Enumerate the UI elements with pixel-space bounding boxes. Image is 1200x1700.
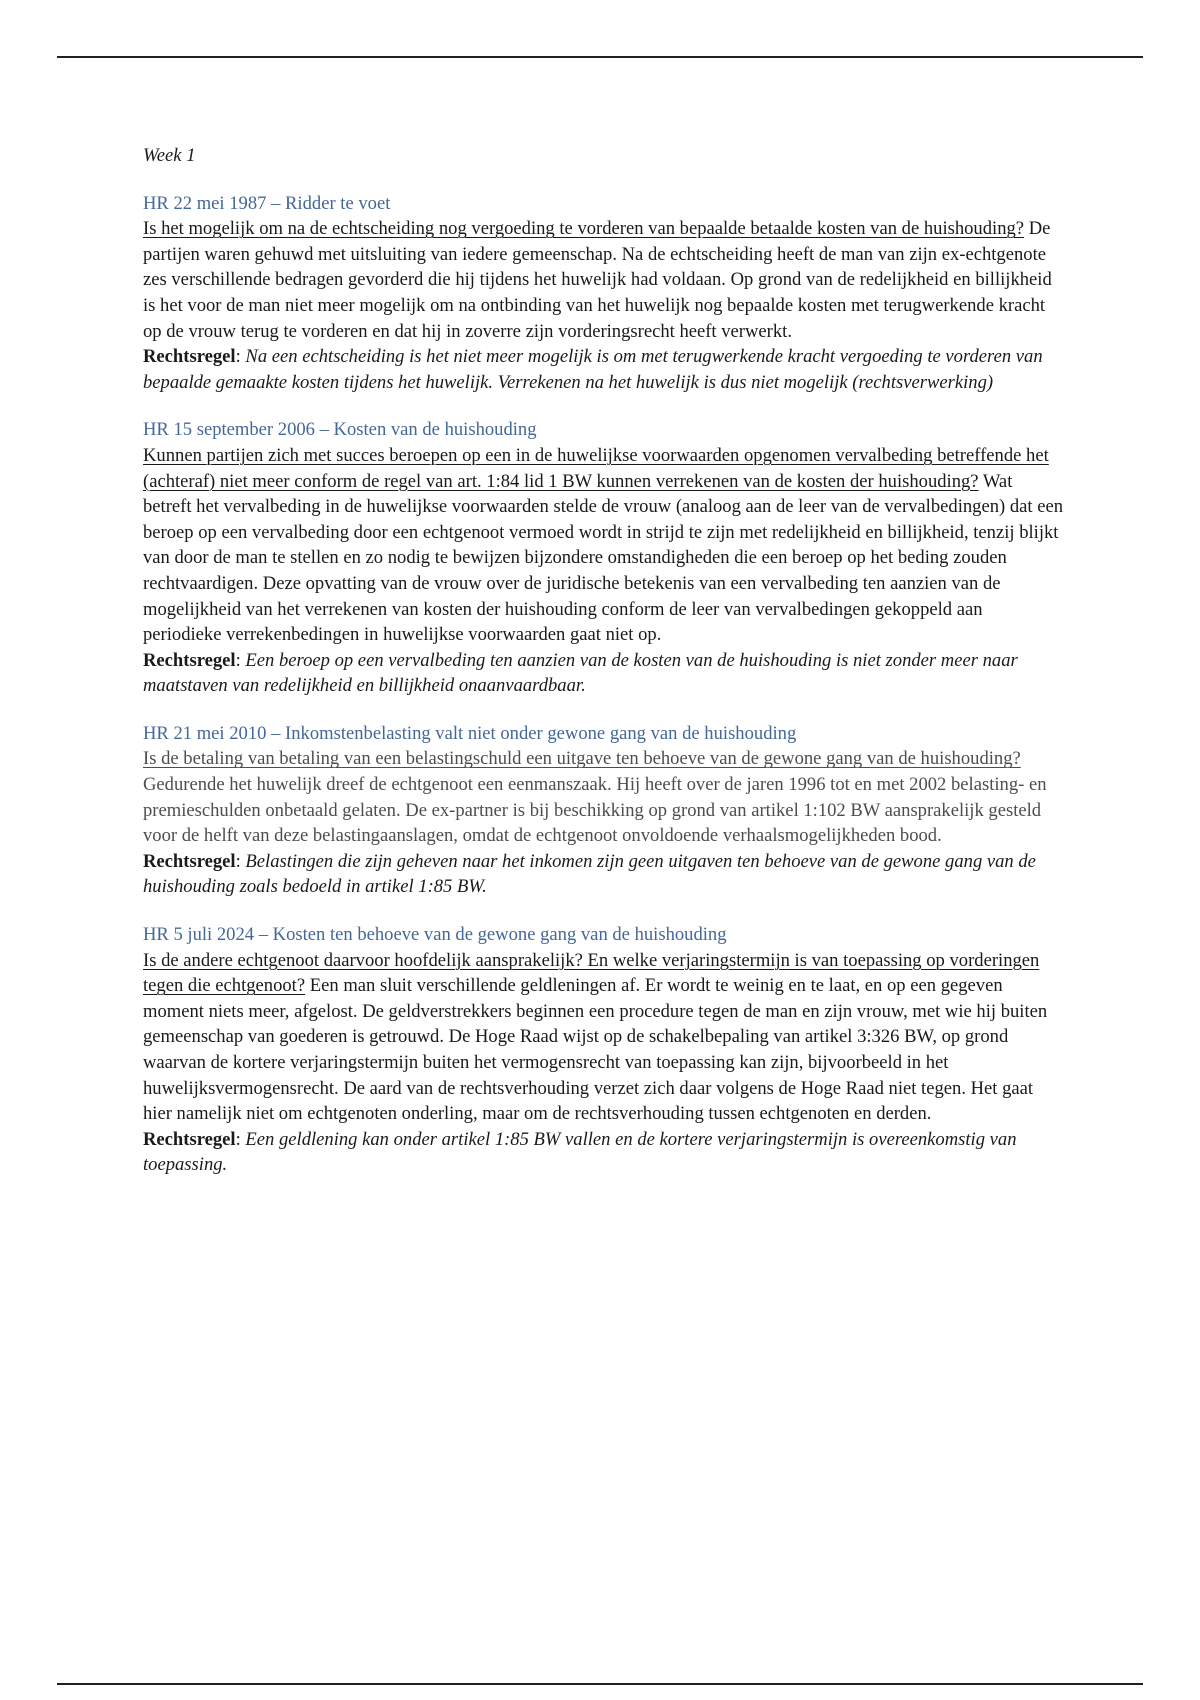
case-title: HR 5 juli 2024 – Kosten ten behoeve van de gewone gang van de huishouding <box>143 924 727 946</box>
rule-label: Rechtsregel <box>143 850 236 872</box>
case-facts: Een man sluit verschillende geldleningen af. Er wordt te weinig en te laat, en op een gegeven moment niets meer, afgelost. De geldverstrekkers beginnen een procedure tegen de man en zijn vrouw, met wie hij buiten gemeenschap van goederen is getrouwd. De Hoge Raad wijst op de schakelbepaling van artikel 3:326 BW, op grond waarvan de kortere verjaringstermijn buiten het vermogensrecht van toepassing kan zijn, bijvoorbeeld in het huwelijksvermogensrecht. De aard van de rechtsverhouding verzet zich daar volgens de Hoge Raad niet tegen. Het gaat hier namelijk niet om echtgenoten onderling, maar om de rechtsverhouding tussen echtgenoten en derden. <box>143 975 1048 1125</box>
rule-text: Een beroep op een vervalbeding ten aanzien van de kosten van de huishouding is niet zonder meer naar maatstaven van redelijkheid en billijkheid onaanvaardbaar. <box>143 649 1018 697</box>
rule-text: Na een echtscheiding is het niet meer mogelijk is om met terugwerkende kracht vergoeding te vorderen van bepaalde gemaakte kosten tijdens het huwelijk. Verrekenen na het huwelijk is dus niet mogelijk (rechtsverwerking) <box>143 346 1043 393</box>
case-title: HR 21 mei 2010 – Inkomstenbelasting valt niet onder gewone gang van de huishouding <box>143 722 797 744</box>
document-body <box>143 143 1063 1200</box>
header-rule <box>57 56 1143 58</box>
case-facts: Gedurende het huwelijk dreef de echtgenoot een eenmanszaak. Hij heeft over de jaren 1996 tot en met 2002 belasting- en premieschulden onbetaald gelaten. De ex-partner is bij beschikking op grond van artikel 1:102 BW aansprakelijk gesteld voor de helft van deze belastingaanslagen, omdat de echtgenoot onvoldoende verhaalsmogelijkheden bood. <box>143 774 1047 847</box>
rule-label: Rechtsregel <box>143 649 236 671</box>
case-question: Kunnen partijen zich met succes beroepen op een in de huwelijkse voorwaarden opgenomen vervalbeding betreffende het (achteraf) niet meer conform de regel van art. 1:84 lid 1 BW kunnen verrekenen van de kosten der huishouding? <box>143 444 1049 492</box>
case-facts: De partijen waren gehuwd met uitsluiting van iedere gemeenschap. Na de echtscheiding heeft de man van zijn ex-echtgenote zes verschillende bedragen gevorderd die hij tijdens het huwelijk had voldaan. Op grond van de redelijkheid en billijkheid is het voor de man niet meer mogelijk om na ontbinding van het huwelijk nog bepaalde kosten met terugwerkende kracht op de vrouw terug te vorderen en dat hij in zoverre zijn vorderingsrecht heeft verwerkt. <box>143 218 1052 342</box>
rule-label: Rechtsregel <box>143 1128 236 1150</box>
case-section <box>143 721 1063 900</box>
case-body: Is het mogelijk om na de echtscheiding nog vergoeding te vorderen van bepaalde betaalde kosten van de huishouding? De partijen waren gehuwd met uitsluiting van iedere gemeenschap. Na de echtscheiding heeft de man van zijn ex-echtgenote zes verschillende bedragen gevorderd die hij tijdens het huwelijk had voldaan. Op grond van de redelijkheid en billijkheid is het voor de man niet meer mogelijk om na ontbinding van het huwelijk nog bepaalde kosten met terugwerkende kracht op de vrouw terug te vorderen en dat hij in zoverre zijn vorderingsrecht heeft verwerkt. Rechtsregel: Na een echtscheiding is het niet meer mogelijk is om met terugwerkende kracht vergoeding te vorderen van bepaalde gemaakte kosten tijdens het huwelijk. Verrekenen na het huwelijk is dus niet mogelijk (rechtsverwerking) <box>143 218 1052 393</box>
rule-label: Rechtsregel <box>143 346 236 368</box>
case-body: Is de betaling van betaling van een belastingschuld een uitgave ten behoeve van de gewone gang van de huishouding? Gedurende het huwelijk dreef de echtgenoot een eenmanszaak. Hij heeft over de jaren 1996 tot en met 2002 belasting- en premieschulden onbetaald gelaten. De ex-partner is bij beschikking op grond van artikel 1:102 BW aansprakelijk gesteld voor de helft van deze belastingaanslagen, omdat de echtgenoot onvoldoende verhaalsmogelijkheden bood. Rechtsregel: Belastingen die zijn geheven naar het inkomen zijn geen uitgaven ten behoeve van de gewone gang van de huishouding zoals bedoeld in artikel 1:85 BW. <box>143 748 1047 898</box>
footer-rule <box>57 1683 1143 1685</box>
case-section <box>143 191 1063 396</box>
rule-text: Een geldlening kan onder artikel 1:85 BW vallen en de kortere verjaringstermijn is overeenkomstig van toepassing. <box>143 1128 1017 1176</box>
case-section <box>143 417 1063 699</box>
case-body: Kunnen partijen zich met succes beroepen op een in de huwelijkse voorwaarden opgenomen vervalbeding betreffende het (achteraf) niet meer conform de regel van art. 1:84 lid 1 BW kunnen verrekenen van de kosten der huishouding? Wat betreft het vervalbeding in de huwelijkse voorwaarden stelde de vrouw (analoog aan de leer van de vervalbedingen) dat een beroep op een vervalbeding door een echtgenoot vermoed wordt in strijd te zijn met redelijkheid en billijkheid, tenzij blijkt van door de man te stellen en zo nodig te bewijzen bijzondere omstandigheden die een beroep op het beding zouden rechtvaardigen. Deze opvatting van de vrouw over de juridische betekenis van een vervalbeding ten aanzien van de mogelijkheid van het verrekenen van kosten der huishouding conform de leer van vervalbedingen gekoppeld aan periodieke verrekenbedingen in huwelijkse voorwaarden gaat niet op. Rechtsregel: Een beroep op een vervalbeding ten aanzien van de kosten van de huishouding is niet zonder meer naar maatstaven van redelijkheid en billijkheid onaanvaardbaar. <box>143 444 1064 697</box>
case-title: HR 22 mei 1987 – Ridder te voet <box>143 192 391 214</box>
rule-text: Belastingen die zijn geheven naar het inkomen zijn geen uitgaven ten behoeve van de gewone gang van de huishouding zoals bedoeld in artikel 1:85 BW. <box>143 850 1036 898</box>
week-heading: Week 1 <box>143 145 196 166</box>
case-facts: Wat betreft het vervalbeding in de huwelijkse voorwaarden stelde de vrouw (analoog aan de leer van de vervalbedingen) dat een beroep op een vervalbeding door een echtgenoot vermoed wordt in strijd te zijn met redelijkheid en billijkheid, tenzij blijkt van door de man te stellen en zo nodig te bewijzen bijzondere omstandigheden die een beroep op het beding zouden rechtvaardigen. Deze opvatting van de vrouw over de juridische betekenis van een vervalbeding ten aanzien van de mogelijkheid van het verrekenen van kosten der huishouding conform de leer van vervalbedingen gekoppeld aan periodieke verrekenbedingen in huwelijkse voorwaarden gaat niet op. <box>143 470 1064 646</box>
case-title: HR 15 september 2006 – Kosten van de huishouding <box>143 419 537 441</box>
case-section <box>143 922 1063 1178</box>
case-question: Is de andere echtgenoot daarvoor hoofdelijk aansprakelijk? En welke verjaringstermijn is van toepassing op vorderingen tegen die echtgenoot? <box>143 949 1040 997</box>
case-question: Is het mogelijk om na de echtscheiding nog vergoeding te vorderen van bepaalde betaalde kosten van de huishouding? <box>143 218 1025 240</box>
case-body: Is de andere echtgenoot daarvoor hoofdelijk aansprakelijk? En welke verjaringstermijn is van toepassing op vorderingen tegen die echtgenoot? Een man sluit verschillende geldleningen af. Er wordt te weinig en te laat, en op een gegeven moment niets meer, afgelost. De geldverstrekkers beginnen een procedure tegen de man en zijn vrouw, met wie hij buiten gemeenschap van goederen is getrouwd. De Hoge Raad wijst op de schakelbepaling van artikel 3:326 BW, op grond waarvan de kortere verjaringstermijn buiten het vermogensrecht van toepassing kan zijn, bijvoorbeeld in het huwelijksvermogensrecht. De aard van de rechtsverhouding verzet zich daar volgens de Hoge Raad niet tegen. Het gaat hier namelijk niet om echtgenoten onderling, maar om de rechtsverhouding tussen echtgenoten en derden. Rechtsregel: Een geldlening kan onder artikel 1:85 BW vallen en de kortere verjaringstermijn is overeenkomstig van toepassing. <box>143 949 1048 1176</box>
case-question: Is de betaling van betaling van een belastingschuld een uitgave ten behoeve van de gewone gang van de huishouding? <box>143 748 1021 770</box>
